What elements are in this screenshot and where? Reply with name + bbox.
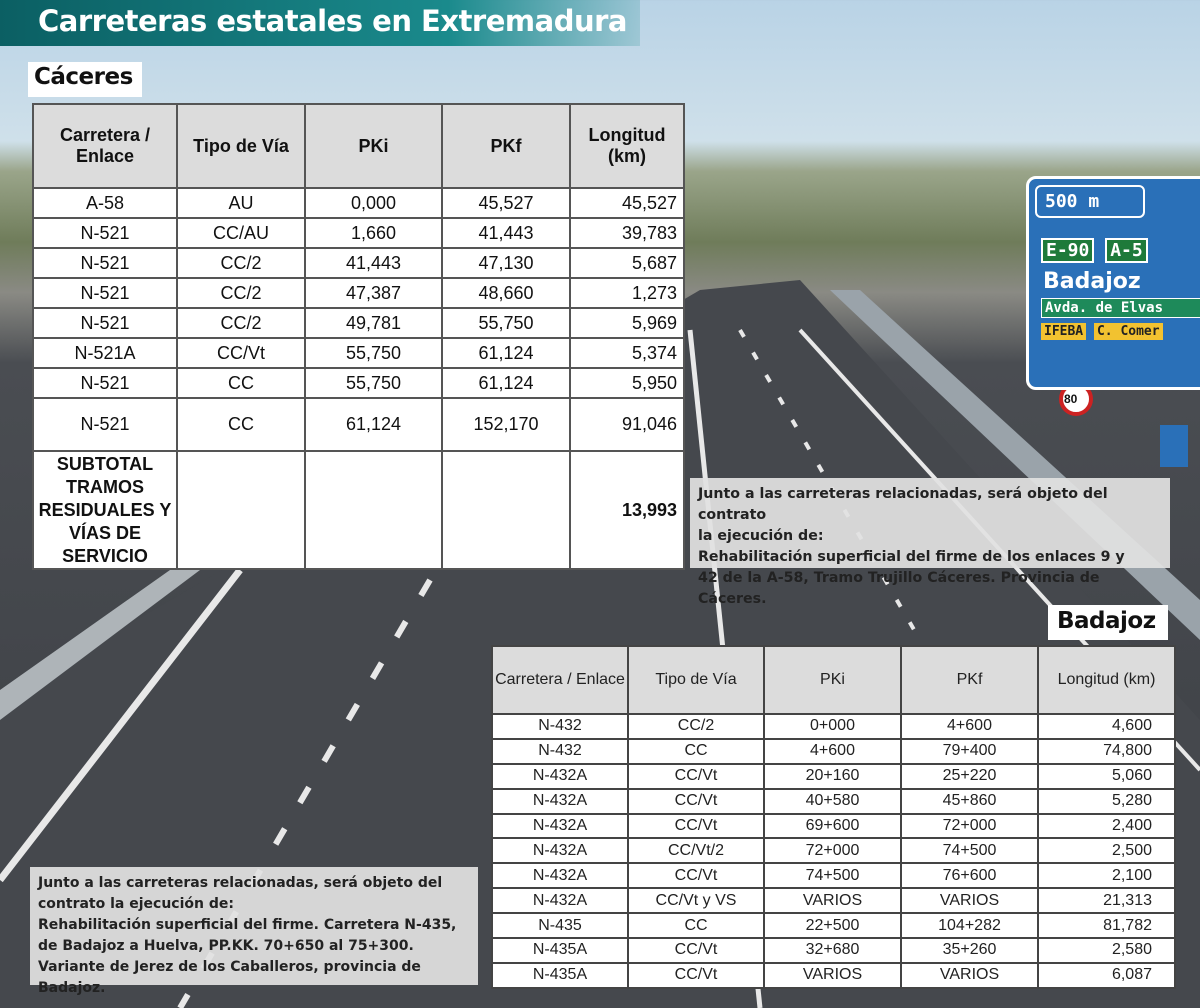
length-cell: 39,783 xyxy=(570,218,684,248)
road-cell: N-432A xyxy=(492,814,628,839)
type-cell: CC xyxy=(177,398,305,451)
type-cell: CC/2 xyxy=(177,308,305,338)
type-cell: CC/2 xyxy=(177,278,305,308)
pkf-cell: 55,750 xyxy=(442,308,570,338)
badajoz-table xyxy=(491,645,1176,989)
road-cell: N-432A xyxy=(492,764,628,789)
pki-cell: 72+000 xyxy=(764,838,901,863)
type-cell: AU xyxy=(177,188,305,218)
column-header: PKi xyxy=(764,646,901,714)
type-cell: CC/AU xyxy=(177,218,305,248)
table-row xyxy=(33,338,684,368)
note-line: la ejecución de: xyxy=(698,528,824,544)
table-row xyxy=(492,963,1175,988)
note-line: de Badajoz a Huelva, PP.KK. 70+650 al 75+300. xyxy=(38,938,414,954)
pkf-cell: 48,660 xyxy=(442,278,570,308)
type-cell: CC/Vt xyxy=(628,938,764,963)
road-cell: N-521A xyxy=(33,338,177,368)
pki-cell: 55,750 xyxy=(305,368,442,398)
length-cell: 5,374 xyxy=(570,338,684,368)
note-line: Variante de Jerez de los Caballeros, provincia de Badajoz. xyxy=(38,959,421,996)
sign-distance: 500 m xyxy=(1035,185,1145,218)
type-cell: CC/2 xyxy=(628,714,764,739)
length-cell: 5,969 xyxy=(570,308,684,338)
type-cell: CC/Vt/2 xyxy=(628,838,764,863)
table-row xyxy=(492,838,1175,863)
pkf-cell: 79+400 xyxy=(901,739,1038,764)
length-cell: 1,273 xyxy=(570,278,684,308)
road-cell: N-521 xyxy=(33,218,177,248)
pki-cell: 55,750 xyxy=(305,338,442,368)
sign-line: Avda. de Elvas xyxy=(1041,298,1200,318)
column-header: PKf xyxy=(901,646,1038,714)
note-line: contrato la ejecución de: xyxy=(38,896,234,912)
type-cell: CC xyxy=(177,368,305,398)
pkf-cell: 41,443 xyxy=(442,218,570,248)
sign-tag: C. Comer xyxy=(1094,323,1163,340)
type-cell: CC/Vt y VS xyxy=(628,888,764,913)
pki-cell: 40+580 xyxy=(764,789,901,814)
table-row xyxy=(33,278,684,308)
pkf-cell: 72+000 xyxy=(901,814,1038,839)
table-row xyxy=(492,789,1175,814)
pki-cell: 47,387 xyxy=(305,278,442,308)
table-row xyxy=(33,368,684,398)
road-cell: N-432A xyxy=(492,863,628,888)
road-cell: N-435A xyxy=(492,938,628,963)
type-cell: CC/Vt xyxy=(628,789,764,814)
length-cell: 21,313 xyxy=(1038,888,1175,913)
column-header: PKi xyxy=(305,104,442,188)
pki-cell: 22+500 xyxy=(764,913,901,938)
type-cell: CC/Vt xyxy=(628,814,764,839)
pkf-cell: VARIOS xyxy=(901,963,1038,988)
road-cell: N-435 xyxy=(492,913,628,938)
column-header: Longitud (km) xyxy=(1038,646,1175,714)
subtotal-label: SUBTOTAL TRAMOS RESIDUALES Y VÍAS DE SERVICIO xyxy=(33,451,177,569)
table-row xyxy=(492,739,1175,764)
caceres-note xyxy=(690,478,1170,607)
column-header: Longitud (km) xyxy=(570,104,684,188)
badajoz-note xyxy=(30,867,478,996)
length-cell: 5,950 xyxy=(570,368,684,398)
table-row xyxy=(33,188,684,218)
pki-cell: 49,781 xyxy=(305,308,442,338)
table-row xyxy=(492,938,1175,963)
type-cell: CC xyxy=(628,913,764,938)
column-header: Tipo de Vía xyxy=(177,104,305,188)
road-cell: N-432A xyxy=(492,888,628,913)
road-cell: A-58 xyxy=(33,188,177,218)
pki-cell: 61,124 xyxy=(305,398,442,451)
type-cell: CC/Vt xyxy=(177,338,305,368)
road-cell: N-432A xyxy=(492,789,628,814)
road-cell: N-521 xyxy=(33,308,177,338)
length-cell: 81,782 xyxy=(1038,913,1175,938)
pki-cell: VARIOS xyxy=(764,963,901,988)
column-header: Carretera / Enlace xyxy=(492,646,628,714)
caceres-table xyxy=(32,103,685,570)
pkf-cell: 104+282 xyxy=(901,913,1038,938)
photo-road-sign xyxy=(1026,176,1200,390)
sign-tag: IFEBA xyxy=(1041,323,1086,340)
length-cell: 6,087 xyxy=(1038,963,1175,988)
road-cell: N-432 xyxy=(492,739,628,764)
length-cell: 5,687 xyxy=(570,248,684,278)
speed-limit-sign: 80 xyxy=(1064,392,1078,406)
length-cell: 5,060 xyxy=(1038,764,1175,789)
table-header-row xyxy=(492,646,1175,714)
pkf-cell: 47,130 xyxy=(442,248,570,278)
type-cell: CC/2 xyxy=(177,248,305,278)
table-row xyxy=(492,814,1175,839)
table-row xyxy=(492,863,1175,888)
badajoz-label: Badajoz xyxy=(1048,605,1168,640)
subtotal-row xyxy=(33,451,684,569)
pki-cell: 32+680 xyxy=(764,938,901,963)
road-cell: N-521 xyxy=(33,398,177,451)
road-cell: N-435A xyxy=(492,963,628,988)
sign-city: Badajoz xyxy=(1043,269,1141,294)
length-cell: 2,580 xyxy=(1038,938,1175,963)
pkf-cell: 35+260 xyxy=(901,938,1038,963)
pki-cell: 0+000 xyxy=(764,714,901,739)
pki-cell: 74+500 xyxy=(764,863,901,888)
table-row xyxy=(492,764,1175,789)
pki-cell: 4+600 xyxy=(764,739,901,764)
pkf-cell: 152,170 xyxy=(442,398,570,451)
column-header: Carretera / Enlace xyxy=(33,104,177,188)
table-row xyxy=(492,913,1175,938)
table-row xyxy=(33,308,684,338)
pki-cell: 69+600 xyxy=(764,814,901,839)
length-cell: 5,280 xyxy=(1038,789,1175,814)
column-header: Tipo de Vía xyxy=(628,646,764,714)
pki-cell: 0,000 xyxy=(305,188,442,218)
road-cell: N-521 xyxy=(33,248,177,278)
type-cell: CC/Vt xyxy=(628,764,764,789)
type-cell: CC/Vt xyxy=(628,963,764,988)
length-cell: 2,500 xyxy=(1038,838,1175,863)
table-row xyxy=(492,714,1175,739)
road-cell: N-432A xyxy=(492,838,628,863)
type-cell: CC xyxy=(628,739,764,764)
table-header-row xyxy=(33,104,684,188)
type-cell: CC/Vt xyxy=(628,863,764,888)
length-cell: 2,400 xyxy=(1038,814,1175,839)
table-row xyxy=(33,398,684,451)
pki-cell: VARIOS xyxy=(764,888,901,913)
sign-route: E-90 xyxy=(1041,238,1094,263)
table-row xyxy=(492,888,1175,913)
length-cell: 74,800 xyxy=(1038,739,1175,764)
note-line: Junto a las carreteras relacionadas, será objeto del xyxy=(38,875,443,891)
length-cell: 4,600 xyxy=(1038,714,1175,739)
pkf-cell: 4+600 xyxy=(901,714,1038,739)
subtotal-value: 13,993 xyxy=(570,451,684,569)
road-cell: N-432 xyxy=(492,714,628,739)
pkf-cell: 74+500 xyxy=(901,838,1038,863)
length-cell: 2,100 xyxy=(1038,863,1175,888)
length-cell: 91,046 xyxy=(570,398,684,451)
length-cell: 45,527 xyxy=(570,188,684,218)
infographic-title: Carreteras estatales en Extremadura xyxy=(0,0,640,46)
note-line: 42 de la A-58, Tramo Trujillo Cáceres. Provincia de Cáceres. xyxy=(698,570,1100,607)
sign-route: A-5 xyxy=(1105,238,1148,263)
road-cell: N-521 xyxy=(33,368,177,398)
pki-cell: 41,443 xyxy=(305,248,442,278)
pki-cell: 1,660 xyxy=(305,218,442,248)
note-line: Rehabilitación superficial del firme. Carretera N-435, xyxy=(38,917,457,933)
pki-cell: 20+160 xyxy=(764,764,901,789)
pkf-cell: 45+860 xyxy=(901,789,1038,814)
caceres-label: Cáceres xyxy=(28,62,142,97)
road-cell: N-521 xyxy=(33,278,177,308)
pkf-cell: 25+220 xyxy=(901,764,1038,789)
pkf-cell: 61,124 xyxy=(442,368,570,398)
column-header: PKf xyxy=(442,104,570,188)
table-row xyxy=(33,248,684,278)
pkf-cell: 76+600 xyxy=(901,863,1038,888)
table-row xyxy=(33,218,684,248)
pkf-cell: 45,527 xyxy=(442,188,570,218)
note-line: Rehabilitación superficial del firme de los enlaces 9 y xyxy=(698,549,1125,565)
pkf-cell: VARIOS xyxy=(901,888,1038,913)
note-line: Junto a las carreteras relacionadas, será objeto del contrato xyxy=(698,486,1108,523)
pkf-cell: 61,124 xyxy=(442,338,570,368)
